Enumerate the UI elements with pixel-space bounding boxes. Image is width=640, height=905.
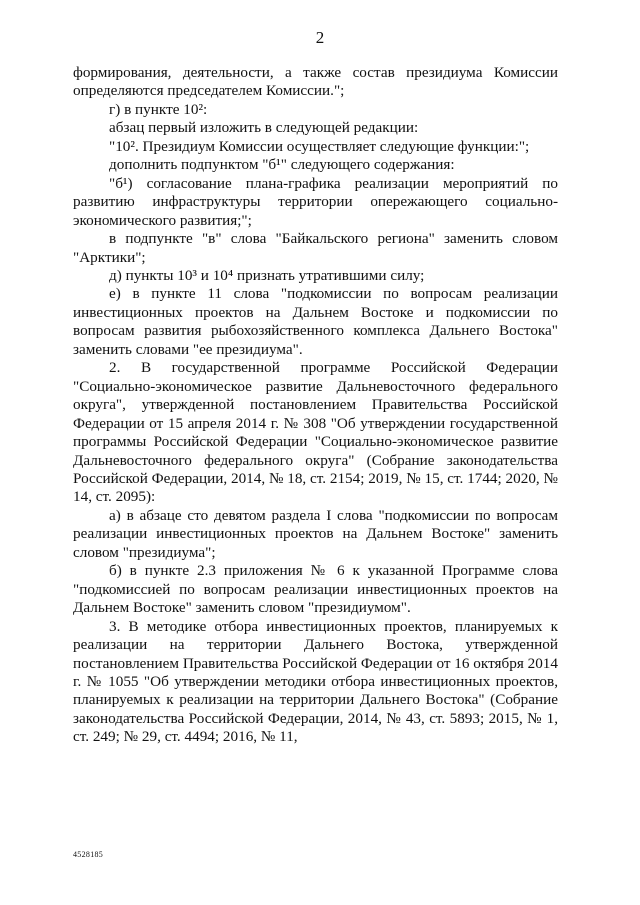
page-number: 2 bbox=[315, 28, 325, 47]
paragraph: 2. В государственной программе Российской Федерации "Социально-экономическое развитие Дальневосточного федерального округа", утвержденной постановлением Правительства Российской Федерации от 15 апреля 2014 г. № 308 "Об утверждении государственной программы Российской Федерации "Социально-экономическое развитие Дальневосточного федерального округа" (Собрание законодательства Российской Федерации, 2014, № 18, ст. 2154; 2019, № 15, ст. 1744; 2020, № 14, ст. 2095): bbox=[73, 359, 558, 506]
paragraph: е) в пункте 11 слова "подкомиссии по вопросам реализации инвестиционных проектов на Дальнем Востоке и подкомиссии по вопросам развития рыбохозяйственного комплекса Дальнего Востока" заменить словами "ее президиума". bbox=[73, 285, 558, 358]
paragraph: дополнить подпунктом "б¹" следующего содержания: bbox=[109, 156, 455, 174]
paragraph: б) в пункте 2.3 приложения № 6 к указанной Программе слова "подкомиссией по вопросам реализации инвестиционных проектов на Дальнем Востоке" заменить словом "президиумом". bbox=[73, 562, 558, 617]
document-code: 4528185 bbox=[73, 850, 104, 859]
paragraph: д) пункты 10³ и 10⁴ признать утратившими силу; bbox=[109, 266, 425, 284]
paragraph: "10². Президиум Комиссии осуществляет следующие функции:"; bbox=[109, 137, 530, 155]
paragraph: 3. В методике отбора инвестиционных проектов, планируемых к реализации на территории Дальнего Востока, утвержденной постановлением Правительства Российской Федерации от 16 октября 2014 г. № 1055 "Об утверждении методики отбора инвестиционных проектов, планируемых к реализации на территории Дальнего Востока" (Собрание законодательства Российской Федерации, 2014, № 43, ст. 5893; 2015, № 1, ст. 249; № 29, ст. 4494; 2016, № 11, bbox=[73, 617, 558, 746]
paragraph: а) в абзаце сто девятом раздела I слова "подкомиссии по вопросам реализации инвестиционных проектов на Дальнем Востоке" заменить словом "президиума"; bbox=[73, 506, 558, 561]
paragraph: в подпункте "в" слова "Байкальского региона" заменить словом "Арктики"; bbox=[73, 230, 558, 266]
paragraph: формирования, деятельности, а также состав президиума Комиссии определяются председателем Комиссии."; bbox=[73, 64, 558, 100]
paragraph: абзац первый изложить в следующей редакции: bbox=[109, 119, 419, 137]
document-body bbox=[73, 64, 558, 747]
paragraph: "б¹) согласование плана-графика реализации мероприятий по развитию инфраструктуры территории опережающего социально-экономического развития;"; bbox=[73, 174, 558, 229]
paragraph: г) в пункте 10²: bbox=[109, 100, 208, 118]
